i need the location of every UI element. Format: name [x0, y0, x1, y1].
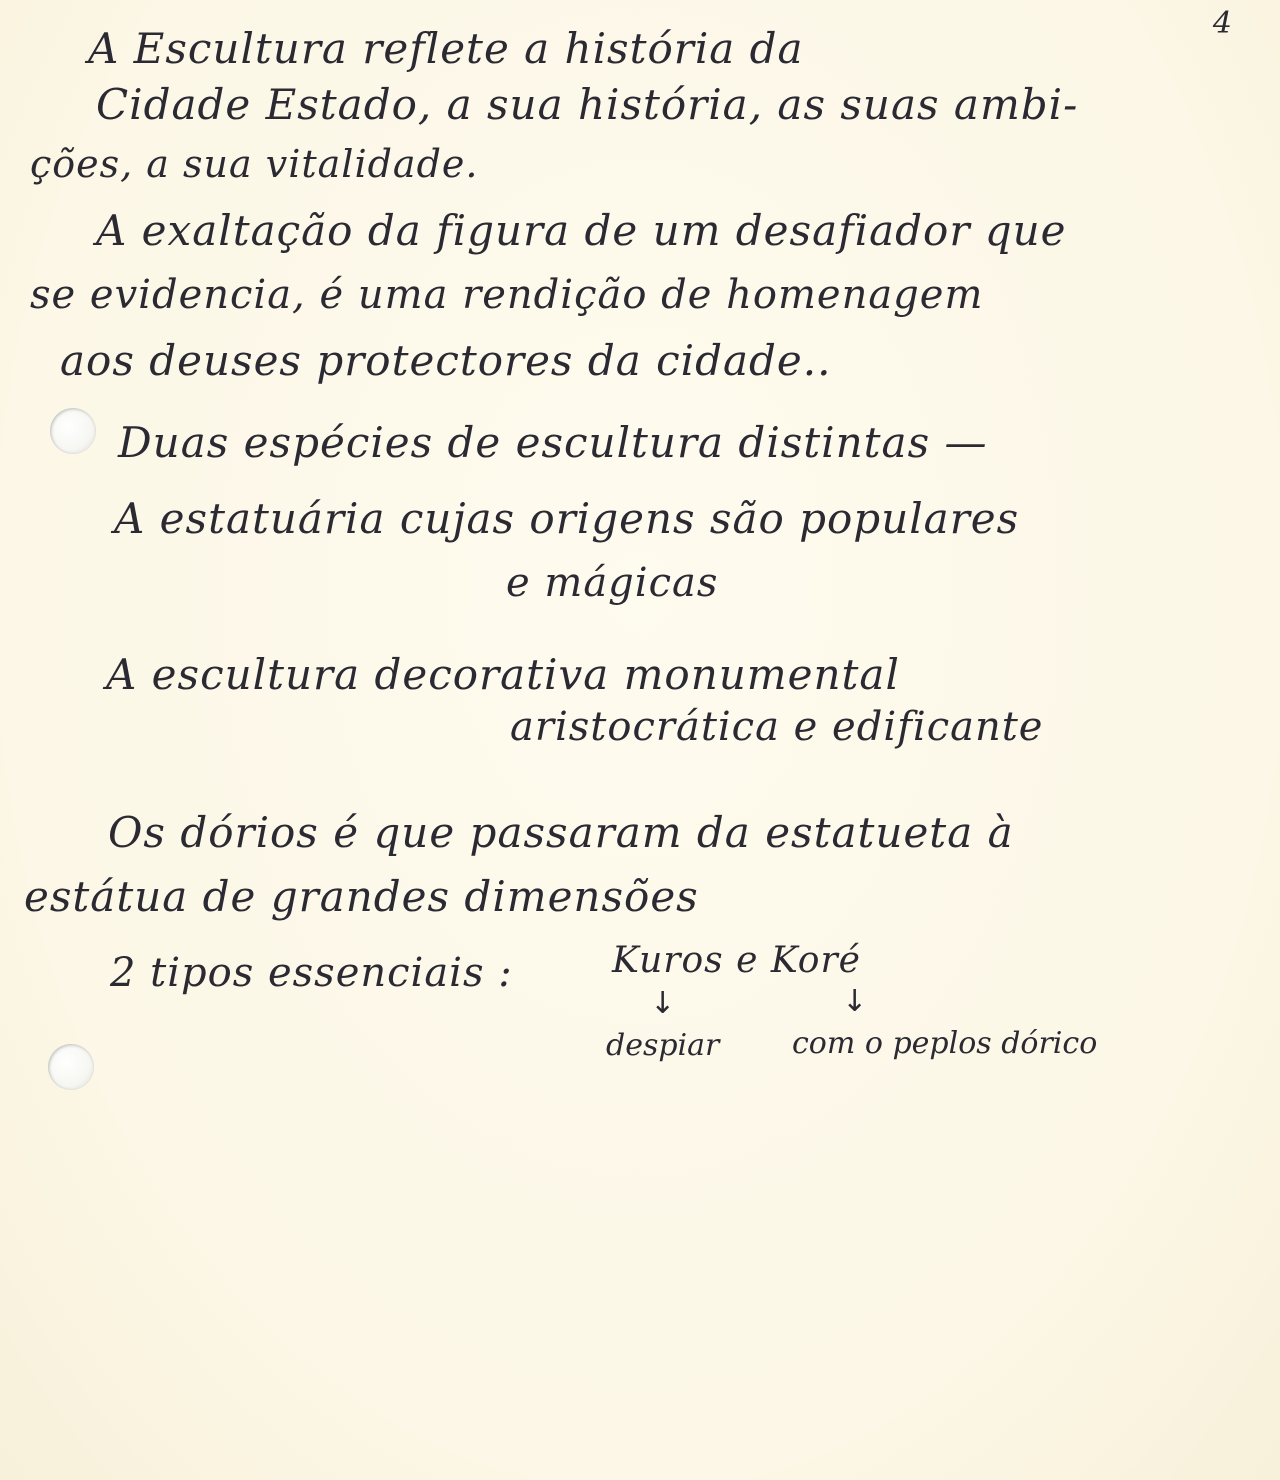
punch-hole-top: [50, 408, 96, 454]
kuros-annotation: despiar: [606, 1028, 720, 1063]
text-line-14: 2 tipos essenciais :: [110, 950, 513, 996]
text-line-11: aristocrática e edificante: [510, 704, 1044, 750]
text-line-3: ções, a sua vitalidade.: [30, 142, 479, 186]
text-line-5: se evidencia, é uma rendição de homenagem: [30, 272, 984, 318]
punch-hole-bottom: [48, 1044, 94, 1090]
text-line-13: estátua de grandes dimensões: [24, 872, 699, 921]
text-line-1: A Escultura reflete a história da: [88, 24, 804, 73]
text-line-4: A exaltação da figura de um desafiador que: [96, 206, 1067, 255]
text-line-15: Kuros e Koré: [612, 940, 861, 981]
text-line-12: Os dórios é que passaram da estatueta à: [108, 808, 1014, 857]
page-number: 4: [1212, 6, 1232, 41]
down-arrow-icon: ↓: [842, 984, 868, 1019]
kore-annotation: com o peplos dórico: [792, 1026, 1098, 1061]
text-line-10: A escultura decorativa monumental: [106, 650, 900, 699]
text-line-7: Duas espécies de escultura distintas —: [118, 418, 988, 467]
text-line-6: aos deuses protectores da cidade..: [60, 336, 832, 385]
text-line-8: A estatuária cujas origens são populares: [114, 494, 1020, 543]
text-line-9: e mágicas: [506, 560, 719, 606]
down-arrow-icon: ↓: [650, 986, 676, 1021]
text-line-2: Cidade Estado, a sua história, as suas ambi-: [96, 80, 1079, 129]
